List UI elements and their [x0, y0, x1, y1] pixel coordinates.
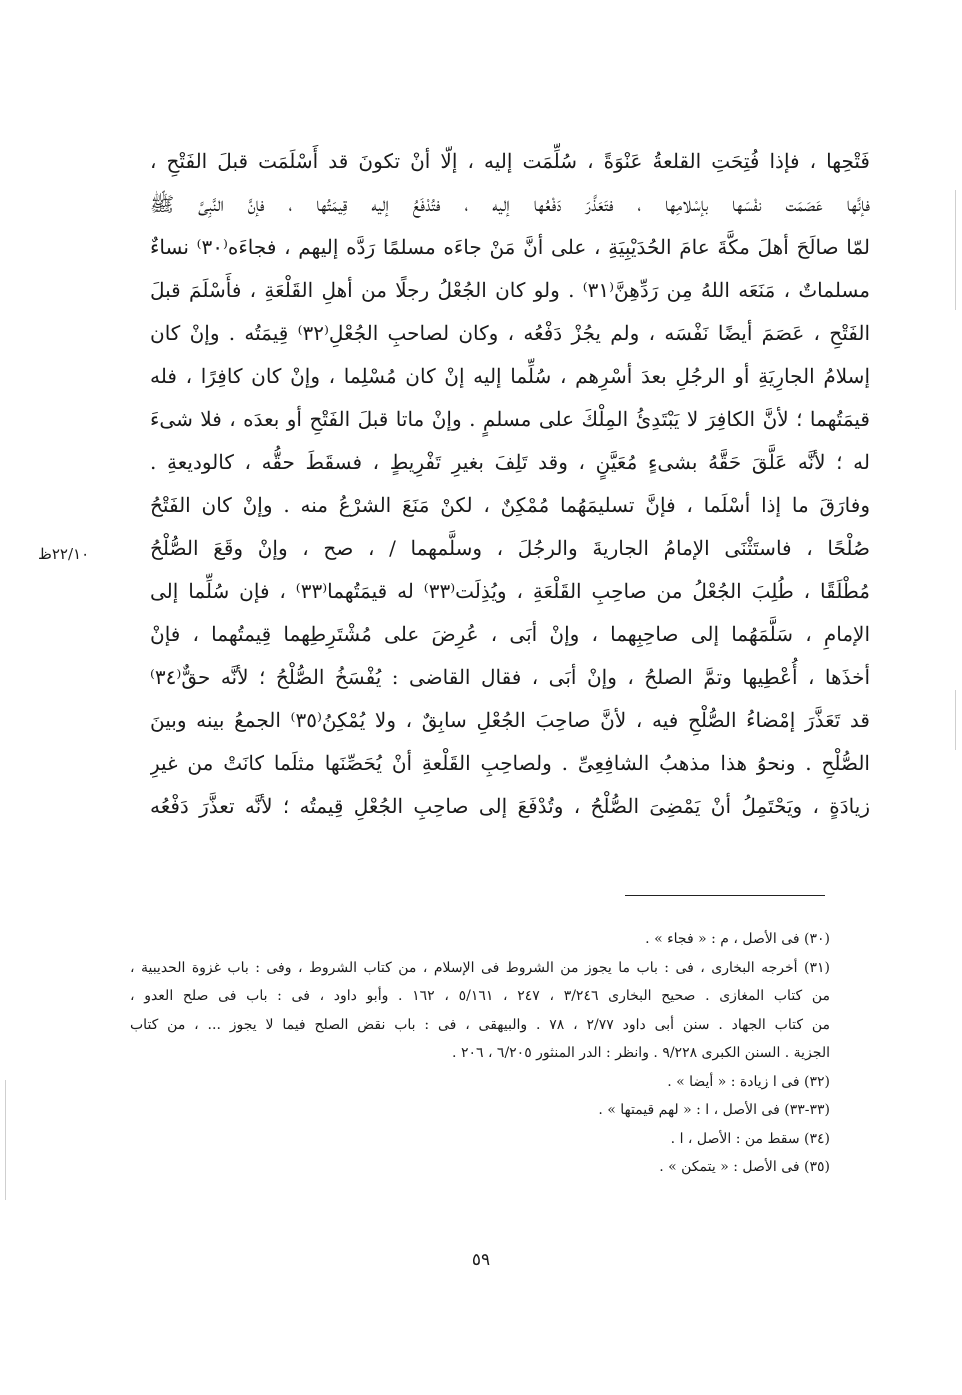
footnote: (٣٢) فى ا زيادة : « أيضا » . — [667, 1073, 830, 1090]
footnote: (٣١) أخرجه البخارى ، فى : باب ما يجوز من الشروط فى الإسلام ، من كتاب الشروط ، وفى : باب غزوة الحديبية ، — [130, 959, 830, 976]
footnote: (٣٣-٣٣) فى الأصل ، ا : « لهم قيمتها » . — [598, 1102, 830, 1118]
footnote: (٣٤) سقط من : الأصل ، ا . — [670, 1130, 830, 1147]
text-line: مسلماتٌ ، مَنَعَه اللهُ مِن رَدِّهِنَّ⁽٣١⁾ . ولو كان الجُعْلُ رجلًا من أهلِ القَلْعَةِ ، فأَسْلَمَ قبلَ — [150, 278, 870, 302]
scan-artifact — [955, 690, 956, 750]
text-line: الإمامِ ، سَلَّمَهُما إلى صاحِبِهما ، وإنْ أبَى ، عُرِضَ على مُشْتَرِطِهما قِيمتُهما ، فإنْ — [150, 622, 870, 646]
manuscript-folio-note: ٢٢/١٠ظ — [38, 545, 90, 563]
footnote: من كتاب الجهاد . سنن أبى داود ٢/٧٧ ، ٧٨ . والبيهقى ، فى : باب نقض الصلح فيما لا يجوز ... ، من كتاب — [130, 1016, 830, 1033]
text-line: إسلامُ الجارِيَةِ أو الرجُلِ بعدَ أسْرِهم ، سُلِّما إليه إنْ كان مُسْلِما ، وإنْ كان كافِرًا ، فله — [150, 364, 870, 388]
text-line: صُلْحًا ، فاستَثْنَى الإمامُ الجاريةَ والرجُلَ ، وسلَّمهما / ، صح ، وإنْ وقَعَ الصُّلْحُ — [150, 536, 870, 560]
text-line: أخذَها ، أُعْطِيها وتمَّ الصلحُ ، وإنْ أبَى ، فقال القاضى : يُفْسَخُ الصُّلْحُ ؛ لأنَّه حقٌّ⁽٣٤⁾ — [150, 665, 870, 689]
scan-artifact — [955, 190, 956, 310]
footnote-divider — [625, 895, 825, 896]
footnote: (٣٥) فى الأصل : « يتمكن » . — [659, 1159, 830, 1175]
footnote: (٣٠) فى الأصل ، م : « فجاء » . — [645, 931, 830, 947]
main-text — [150, 140, 870, 828]
text-line: زيادَةٍ ، ويَحْتَمِلُ أنْ يَمْضِىَ الصُّلْحُ ، وتُدْفَعَ إلى صاحِبِ الجُعْلِ قِيمتُه ؛ لأنَّه تعذَّرَ دَفْعُه — [150, 794, 870, 818]
page-number: ٥٩ — [471, 1250, 491, 1270]
text-line: لمّا صالَحَ أهلَ مكَّةَ عامَ الحُدَيْبِيَةِ ، على أنَّ مَنْ جاءَه مسلمًا رَدَّه إليهم ، فجاءَه⁽٣٠⁾ نساءٌ — [150, 235, 870, 259]
footnotes — [130, 925, 830, 1182]
text-line: الصُّلْحِ . ونحوُ هذا مذهبُ الشافِعِىِّ . ولصاحِبِ القَلْعةِ أنْ يُحَصِّنَها مثلَما كانَتْ من غيرِ — [150, 751, 870, 775]
text-line: فَتْحِها ، فإذا فُتِحَتِ القلعةُ عَنْوَةً ، سُلِّمَت إليه ، إلّا أنْ تكونَ قد أَسْلَمَت قبلَ الفَتْحِ ، — [150, 149, 870, 173]
text-line: قيمَتُهما ؛ لأنَّ الكافِرَ لا يَبْتَدِئُ المِلْكَ على مسلمٍ . وإنْ ماتا قبلَ الفَتْحِ أو بعدَه ، فلا شىءَ — [150, 407, 870, 431]
text-line: له ؛ لأنَّه عَلَّقَ حَقَّهُ بشىءٍ مُعَيَّنٍ ، وقد تَلِفَ بغيرِ تَفْرِيطٍ ، فسقَطَ حقُّه ، كالوديعةِ . — [150, 450, 870, 474]
scan-artifact — [5, 1080, 6, 1200]
footnote: الجزية . السنن الكبرى ٩/٢٢٨ . وانظر : الدر المنثور ٦/٢٠٥ ، ٢٠٦ . — [452, 1045, 830, 1061]
text-line: فإنَّها عَصَمَت نفْسَها بإسْلامِها ، فتَعَذَّرَ دَفْعُها إليه ، فتُدْفَعُ إليه قِيمَتُها ، فإنَّ النَّبِىَّ ﷺ — [150, 192, 870, 216]
text-line: قد تَعَذَّرَ إمْضاءُ الصُّلْحِ فيه ، لأنَّ صاحِبَ الجُعْلِ سابِقٌ ، ولا يُمْكِنُ⁽٣٥⁾ الجمعُ بينه وبينَ — [150, 708, 870, 732]
text-line: مُطْلَقًا ، طُلِبَ الجُعْلُ من صاحِبِ القَلْعَةِ ، ويُذِلَت⁽٣٣⁾ له قيمَتُهما⁽٣٣⁾ ، فإن سُلِّما إلى — [150, 579, 870, 603]
text-line: وفارَقَ ما إذا أسْلَما ، فإنَّ تسليمَهُما مُمْكِنٌ ، لكنْ مَنَعَ الشرْعُ منه . وإنْ كان الفَتْحُ — [150, 493, 870, 517]
footnote: من كتاب المغازى . صحيح البخارى ٣/٢٤٦ ، ٢٤٧ ، ٥/١٦١ ، ١٦٢ . وأبو داود ، فى : باب فى صلح العدو ، — [130, 988, 830, 1004]
text-line: الفَتْحِ ، عَصَمَ أيضًا نَفْسَه ، ولم يجُزْ دَفْعُه ، وكان لصاحبِ الجُعْلِ⁽٣٢⁾ قِيمَتُه . وإنْ كان — [150, 321, 870, 345]
